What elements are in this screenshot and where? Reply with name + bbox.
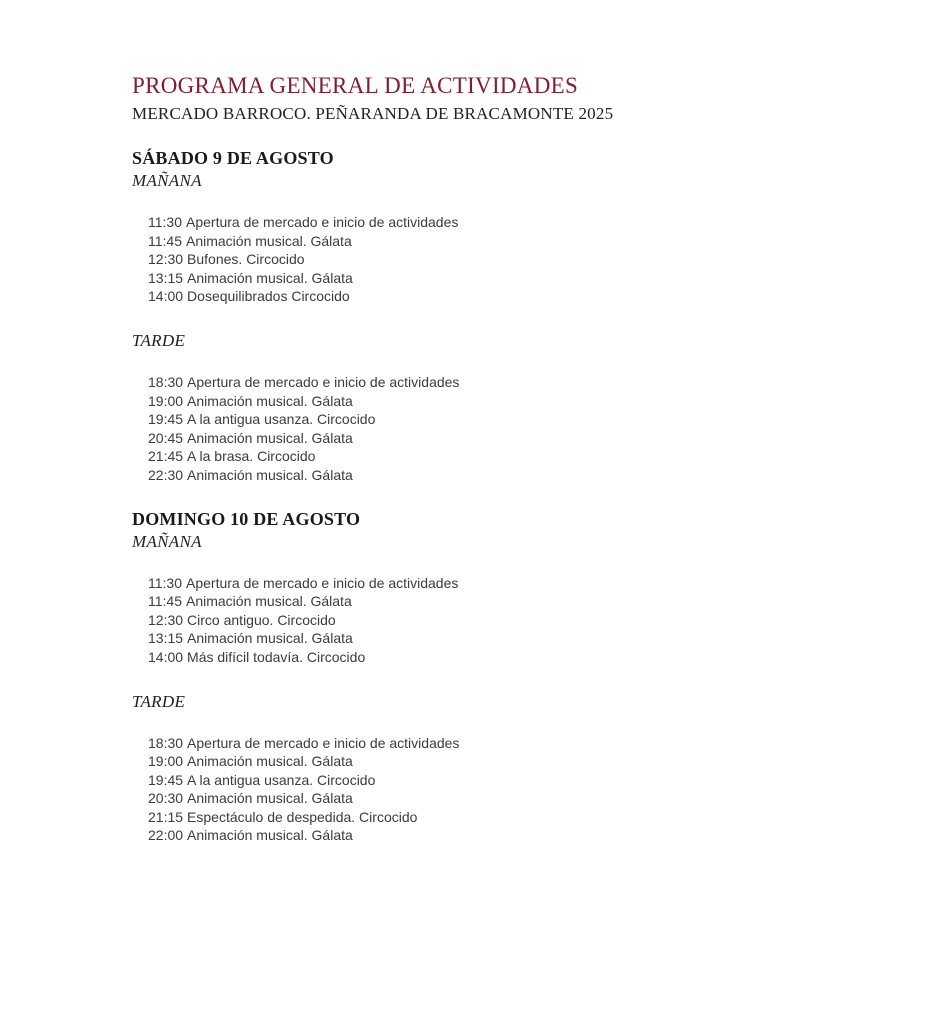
event-row	[148, 287, 871, 306]
event-activity: Bufones. Circocido	[187, 251, 305, 268]
event-time: 19:00	[148, 753, 184, 770]
event-time: 12:30	[148, 251, 184, 268]
event-row	[148, 269, 871, 288]
event-row	[148, 826, 871, 845]
event-row	[148, 648, 871, 667]
page-title: PROGRAMA GENERAL DE ACTIVIDADES	[132, 73, 579, 98]
event-activity: Animación musical. Gálata	[187, 790, 353, 807]
event-list	[148, 734, 871, 846]
event-row	[148, 213, 871, 232]
session-label: MAÑANA	[132, 171, 202, 190]
schedule	[132, 148, 871, 845]
event-activity: Animación musical. Gálata	[187, 827, 353, 844]
event-row	[148, 466, 871, 485]
session-label: TARDE	[132, 691, 186, 711]
event-time: 12:30	[148, 611, 184, 628]
event-list	[148, 213, 871, 306]
event-row	[148, 752, 871, 771]
event-activity: Animación musical. Gálata	[187, 392, 353, 409]
event-activity: Apertura de mercado e inicio de actividades	[186, 214, 459, 230]
event-row	[148, 789, 871, 808]
session-block	[132, 532, 871, 667]
event-time: 14:00	[148, 648, 184, 665]
event-time: 18:30	[148, 373, 184, 390]
event-activity: Más difícil todavía. Circocido	[187, 648, 366, 665]
event-time: 11:30	[148, 214, 182, 230]
event-row	[148, 250, 871, 269]
event-time: 21:15	[148, 808, 184, 825]
event-activity: Animación musical. Gálata	[187, 466, 353, 483]
day-section	[132, 148, 871, 485]
event-list	[148, 373, 871, 485]
session-block	[132, 171, 871, 306]
event-time: 11:30	[148, 574, 182, 591]
session-label: MAÑANA	[132, 531, 202, 551]
event-time: 19:45	[148, 771, 184, 788]
session-label: TARDE	[132, 330, 186, 350]
event-activity: A la antigua usanza. Circocido	[187, 411, 376, 428]
event-time: 13:15	[148, 630, 184, 647]
event-row	[148, 611, 871, 630]
event-activity: A la brasa. Circocido	[187, 448, 316, 465]
event-activity: Animación musical. Gálata	[187, 429, 353, 446]
event-time: 22:30	[148, 466, 184, 483]
event-time: 14:00	[148, 288, 184, 305]
event-time: 18:30	[148, 734, 184, 751]
event-time: 11:45	[148, 593, 182, 610]
event-time: 19:00	[148, 392, 184, 409]
event-row	[148, 373, 871, 392]
event-time: 11:45	[148, 232, 182, 249]
event-activity: Espectáculo de despedida. Circocido	[187, 808, 418, 825]
event-activity: A la antigua usanza. Circocido	[187, 771, 376, 788]
session-block	[132, 331, 871, 485]
page-subtitle: MERCADO BARROCO. PEÑARANDA DE BRACAMONTE 2025	[132, 104, 614, 123]
event-row	[148, 629, 871, 648]
session-block	[132, 692, 871, 846]
event-row	[148, 808, 871, 827]
event-row	[148, 447, 871, 466]
event-row	[148, 771, 871, 790]
day-heading: DOMINGO 10 DE AGOSTO	[132, 508, 361, 529]
event-row	[148, 429, 871, 448]
day-heading: SÁBADO 9 DE AGOSTO	[132, 148, 334, 168]
event-list	[148, 574, 871, 667]
event-activity: Animación musical. Gálata	[186, 593, 352, 610]
event-activity: Apertura de mercado e inicio de actividades	[187, 373, 460, 390]
event-row	[148, 592, 871, 611]
event-time: 21:45	[148, 448, 184, 465]
event-row	[148, 410, 871, 429]
event-time: 19:45	[148, 411, 184, 428]
event-row	[148, 574, 871, 593]
event-row	[148, 392, 871, 411]
event-row	[148, 734, 871, 753]
event-activity: Apertura de mercado e inicio de actividades	[187, 734, 460, 751]
event-time: 13:15	[148, 269, 184, 286]
event-time: 22:00	[148, 827, 184, 844]
event-time: 20:30	[148, 790, 184, 807]
event-activity: Animación musical. Gálata	[187, 269, 353, 286]
event-activity: Apertura de mercado e inicio de actividades	[186, 574, 459, 591]
event-activity: Animación musical. Gálata	[187, 630, 353, 647]
event-time: 20:45	[148, 429, 184, 446]
event-activity: Animación musical. Gálata	[187, 753, 353, 770]
event-row	[148, 232, 871, 251]
event-activity: Animación musical. Gálata	[186, 232, 352, 249]
day-section	[132, 509, 871, 846]
event-activity: Circo antiguo. Circocido	[187, 611, 336, 628]
event-activity: Dosequilibrados Circocido	[187, 288, 350, 305]
